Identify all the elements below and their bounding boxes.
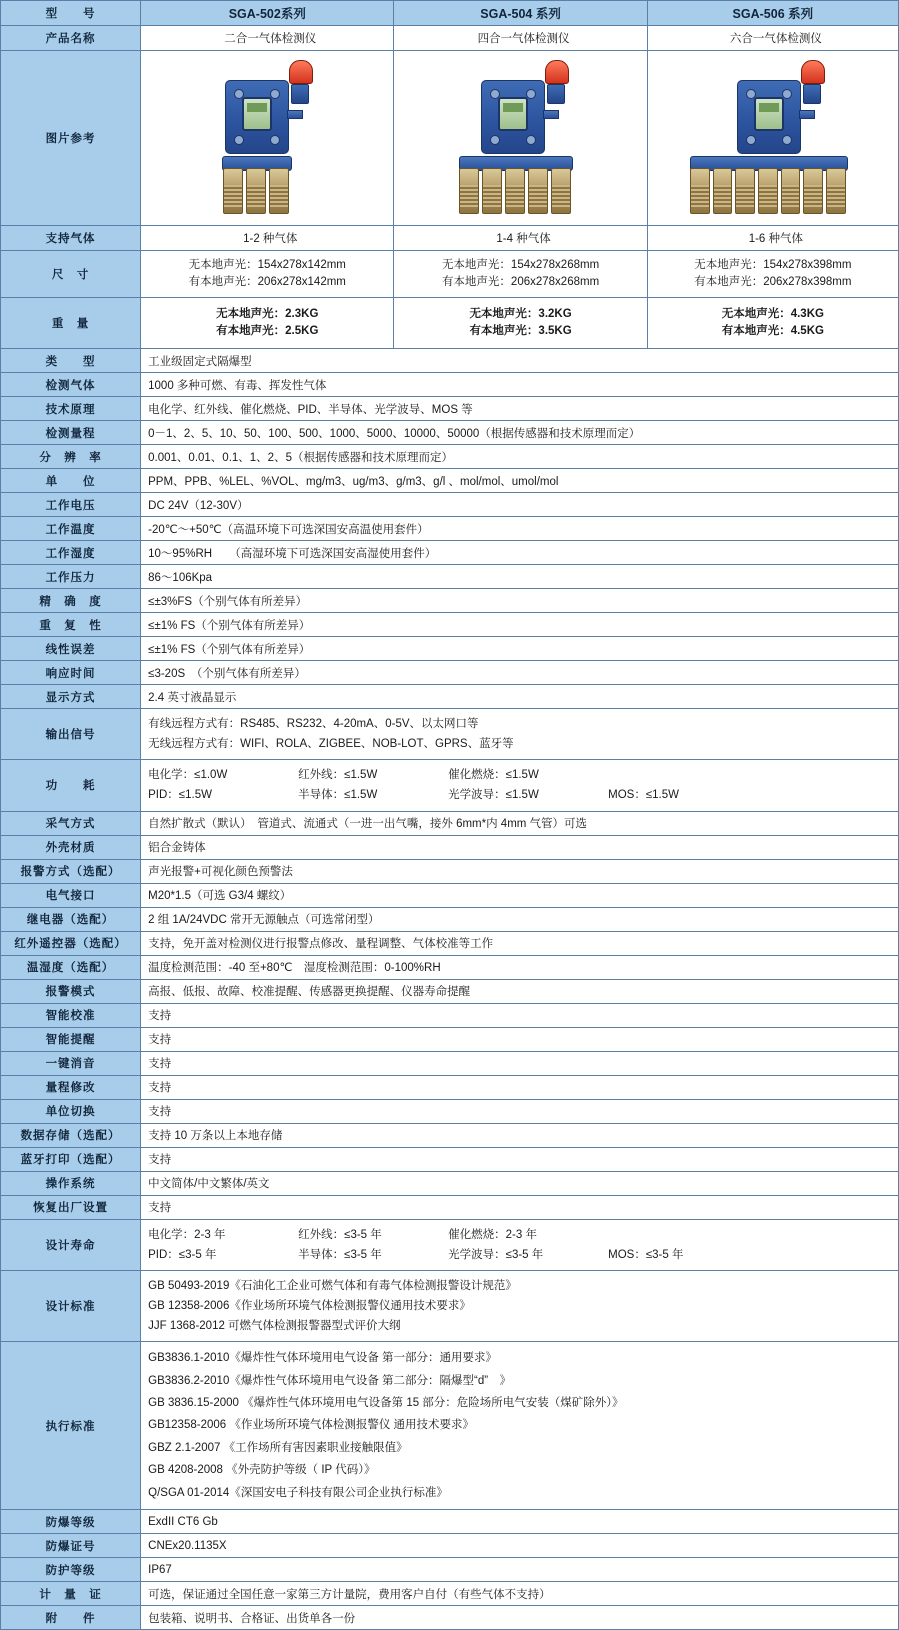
row-label-humidity: 工作湿度	[1, 541, 141, 565]
row-value-ip-rating: IP67	[141, 1558, 899, 1582]
row-value-design-life	[141, 1219, 899, 1270]
row-value-response-time: ≤3-20S （个别气体有所差异）	[141, 661, 899, 685]
alarm-lamp-icon	[289, 60, 311, 100]
row-value-voltage: DC 24V（12-30V）	[141, 493, 899, 517]
table-row-os	[1, 1171, 899, 1195]
weight-506-line2: 有本地声光：4.5KG	[721, 325, 824, 337]
weight-504-line1: 无本地声光：3.2KG	[469, 308, 572, 321]
row-value-linearity: ≤±1% FS（个别气体有所差异）	[141, 637, 899, 661]
table-row-voltage	[1, 493, 899, 517]
table-row-alarm-mode	[1, 979, 899, 1003]
design-standard-1: GB 50493-2019《石油化工企业可燃气体和有毒气体检测报警设计规范》	[148, 1279, 517, 1292]
row-label-shell-material: 外壳材质	[1, 835, 141, 859]
row-value-humidity: 10～95%RH （高湿环境下可选深国安高湿使用套件）	[141, 541, 899, 565]
table-row-temp-humidity-option	[1, 955, 899, 979]
row-value-alarm-mode: 高报、低报、故障、校准提醒、传感器更换提醒、仪器寿命提醒	[141, 979, 899, 1003]
power-line1	[148, 765, 891, 785]
power-infrared: 红外线：≤1.5W	[298, 769, 378, 782]
product-name-504: 四合一气体检测仪	[394, 26, 647, 51]
row-label-relay: 继电器（选配）	[1, 907, 141, 931]
table-row-linearity	[1, 637, 899, 661]
support-gas-504: 1-4 种气体	[394, 226, 647, 251]
output-signal-wired: 有线远程方式有：RS485、RS232、4-20mA、0-5V、以太网口等	[148, 718, 479, 730]
alarm-lamp-icon	[801, 60, 823, 100]
table-row-type	[1, 349, 899, 373]
design-standard-3: JJF 1368-2012 可燃气体检测报警器型式评价大纲	[148, 1320, 401, 1332]
table-row-support-gas	[1, 226, 899, 251]
table-row-bluetooth-print	[1, 1147, 899, 1171]
weight-506-line1: 无本地声光：4.3KG	[721, 308, 824, 321]
row-label-tech-principle: 技术原理	[1, 397, 141, 421]
row-value-one-key-mute: 支持	[141, 1051, 899, 1075]
row-label-model: 型 号	[1, 1, 141, 26]
row-label-smart-calibration: 智能校准	[1, 1003, 141, 1027]
support-gas-502: 1-2 种气体	[141, 226, 394, 251]
detector-graphic-4gas	[433, 58, 608, 216]
power-mos: MOS：≤1.5W	[608, 789, 679, 802]
power-semiconductor: 半导体：≤1.5W	[298, 789, 378, 802]
row-label-factory-reset: 恢复出厂设置	[1, 1195, 141, 1219]
size-506	[647, 251, 898, 298]
execute-standard-1: GB3836.1-2010《爆炸性气体环境用电气设备 第一部分：通用要求》	[148, 1352, 498, 1365]
size-506-line1: 无本地声光：154x278x398mm	[694, 259, 852, 272]
row-value-design-standard	[141, 1270, 899, 1341]
row-value-shell-material: 铝合金铸体	[141, 835, 899, 859]
sensor-probes	[222, 168, 290, 214]
table-row-design-standard	[1, 1270, 899, 1341]
life-electrochemical: 电化学：2-3 年	[148, 1228, 226, 1241]
row-label-response-time: 响应时间	[1, 661, 141, 685]
weight-504	[394, 298, 647, 349]
alarm-lamp-icon	[545, 60, 567, 100]
row-value-display: 2.4 英寸液晶显示	[141, 685, 899, 709]
table-row-image-reference	[1, 51, 899, 226]
row-label-weight: 重 量	[1, 298, 141, 349]
row-label-type: 类 型	[1, 349, 141, 373]
design-life-line1	[148, 1225, 891, 1245]
table-row-size	[1, 251, 899, 298]
row-value-factory-reset: 支持	[141, 1195, 899, 1219]
table-row-ip-rating	[1, 1558, 899, 1582]
row-label-voltage: 工作电压	[1, 493, 141, 517]
table-row-repeatability	[1, 613, 899, 637]
model-504: SGA-504 系列	[394, 1, 647, 26]
row-label-detect-gas: 检测气体	[1, 373, 141, 397]
row-label-sampling: 采气方式	[1, 811, 141, 835]
size-506-line2: 有本地声光：206x278x398mm	[694, 276, 852, 288]
row-label-ip-rating: 防护等级	[1, 1558, 141, 1582]
row-value-unit-switch: 支持	[141, 1099, 899, 1123]
size-504-line1: 无本地声光：154x278x268mm	[441, 259, 600, 272]
row-label-design-life: 设计寿命	[1, 1219, 141, 1270]
table-row-ir-remote	[1, 931, 899, 955]
device-image-506	[647, 51, 898, 226]
row-value-accessories: 包装箱、说明书、合格证、出货单各一份	[141, 1606, 899, 1630]
power-line2	[148, 785, 891, 805]
output-signal-wireless: 无线远程方式有：WIFI、ROLA、ZIGBEE、NOB-LOT、GPRS、蓝牙等	[148, 738, 514, 751]
table-row-smart-calibration	[1, 1003, 899, 1027]
row-label-design-standard: 设计标准	[1, 1270, 141, 1341]
row-value-relay: 2 组 1A/24VDC 常开无源触点（可选常闭型）	[141, 907, 899, 931]
row-label-metrology-cert: 计 量 证	[1, 1582, 141, 1606]
sensor-probes	[459, 168, 571, 214]
row-value-ir-remote: 支持，免开盖对检测仪进行报警点修改、量程调整、气体校准等工作	[141, 931, 899, 955]
row-value-range: 0－1、2、5、10、50、100、500、1000、5000、10000、50000（根据传感器和技术原理而定）	[141, 421, 899, 445]
table-row-pressure	[1, 565, 899, 589]
row-value-sampling: 自然扩散式（默认） 管道式、流通式（一进一出气嘴，接外 6mm*内 4mm 气管）可选	[141, 811, 899, 835]
power-electrochemical: 电化学：≤1.0W	[148, 769, 228, 782]
table-row-humidity	[1, 541, 899, 565]
model-502: SGA-502系列	[141, 1, 394, 26]
row-label-range: 检测量程	[1, 421, 141, 445]
power-pid: PID：≤1.5W	[148, 789, 212, 802]
row-value-data-storage: 支持 10 万条以上本地存储	[141, 1123, 899, 1147]
weight-504-line2: 有本地声光：3.5KG	[469, 325, 572, 337]
row-label-os: 操作系统	[1, 1171, 141, 1195]
device-image-502	[141, 51, 394, 226]
table-row-metrology-cert	[1, 1582, 899, 1606]
row-label-execute-standard: 执行标准	[1, 1342, 141, 1510]
row-value-os: 中文简体/中文繁体/英文	[141, 1171, 899, 1195]
table-row-output-signal	[1, 709, 899, 760]
design-standard-2: GB 12358-2006《作业场所环境气体检测报警仪通用技术要求》	[148, 1299, 471, 1312]
execute-standard-7: Q/SGA 01-2014《深国安电子科技有限公司企业执行标准》	[148, 1486, 448, 1499]
execute-standard-3: GB 3836.15-2000 《爆炸性气体环境用电气设备第 15 部分：危险场所电气安装（煤矿除外）》	[148, 1396, 624, 1409]
row-label-temp-humidity-option: 温湿度（选配）	[1, 955, 141, 979]
row-label-linearity: 线性误差	[1, 637, 141, 661]
table-row-electrical-interface	[1, 883, 899, 907]
size-504	[394, 251, 647, 298]
row-value-detect-gas: 1000 多种可燃、有毒、挥发性气体	[141, 373, 899, 397]
row-label-data-storage: 数据存储（选配）	[1, 1123, 141, 1147]
life-mos: MOS：≤3-5 年	[608, 1248, 684, 1261]
table-row-response-time	[1, 661, 899, 685]
row-label-power: 功 耗	[1, 760, 141, 811]
execute-standard-4: GB12358-2006 《作业场所环境气体检测报警仪 通用技术要求》	[148, 1419, 475, 1432]
table-row-model	[1, 1, 899, 26]
life-pid: PID：≤3-5 年	[148, 1248, 217, 1261]
weight-502	[141, 298, 394, 349]
table-row-range	[1, 421, 899, 445]
row-label-one-key-mute: 一键消音	[1, 1051, 141, 1075]
row-label-ir-remote: 红外遥控器（选配）	[1, 931, 141, 955]
table-row-unit-switch	[1, 1099, 899, 1123]
detector-graphic-6gas	[668, 58, 878, 216]
row-value-repeatability: ≤±1% FS（个别气体有所差异）	[141, 613, 899, 637]
row-value-accuracy: ≤±3%FS（个别气体有所差异）	[141, 589, 899, 613]
row-value-smart-calibration: 支持	[141, 1003, 899, 1027]
table-row-display	[1, 685, 899, 709]
life-catalytic: 催化燃烧：2-3 年	[448, 1228, 537, 1241]
row-value-output-signal	[141, 709, 899, 760]
table-row-ex-rating	[1, 1510, 899, 1534]
row-label-accuracy: 精 确 度	[1, 589, 141, 613]
life-infrared: 红外线：≤3-5 年	[298, 1228, 382, 1241]
table-row-smart-reminder	[1, 1027, 899, 1051]
row-value-electrical-interface: M20*1.5（可选 G3/4 螺纹）	[141, 883, 899, 907]
row-value-temp-humidity-option: 温度检测范围：-40 至+80℃ 湿度检测范围：0-100%RH	[141, 955, 899, 979]
row-label-electrical-interface: 电气接口	[1, 883, 141, 907]
row-value-smart-reminder: 支持	[141, 1027, 899, 1051]
table-row-range-modify	[1, 1075, 899, 1099]
row-value-range-modify: 支持	[141, 1075, 899, 1099]
enclosure	[481, 80, 545, 154]
size-502-line1: 无本地声光：154x278x142mm	[188, 259, 346, 272]
table-row-weight	[1, 298, 899, 349]
table-row-ex-cert	[1, 1534, 899, 1558]
row-label-output-signal: 输出信号	[1, 709, 141, 760]
row-label-unit-switch: 单位切换	[1, 1099, 141, 1123]
table-row-shell-material	[1, 835, 899, 859]
product-name-506: 六合一气体检测仪	[647, 26, 898, 51]
row-value-resolution: 0.001、0.01、0.1、1、2、5（根据传感器和技术原理而定）	[141, 445, 899, 469]
table-row-product-name	[1, 26, 899, 51]
table-row-design-life	[1, 1219, 899, 1270]
size-502-line2: 有本地声光：206x278x142mm	[188, 276, 346, 288]
row-value-ex-rating: ExdII CT6 Gb	[141, 1510, 899, 1534]
weight-502-line2: 有本地声光：2.5KG	[216, 325, 319, 337]
enclosure	[737, 80, 801, 154]
row-label-alarm-mode: 报警模式	[1, 979, 141, 1003]
life-optical: 光学波导：≤3-5 年	[448, 1248, 544, 1261]
support-gas-506: 1-6 种气体	[647, 226, 898, 251]
table-row-power	[1, 760, 899, 811]
row-label-accessories: 附 件	[1, 1606, 141, 1630]
row-label-support-gas: 支持气体	[1, 226, 141, 251]
table-row-accuracy	[1, 589, 899, 613]
row-label-alarm-type: 报警方式（选配）	[1, 859, 141, 883]
row-label-temperature: 工作温度	[1, 517, 141, 541]
row-label-ex-cert: 防爆证号	[1, 1534, 141, 1558]
table-row-unit	[1, 469, 899, 493]
table-row-factory-reset	[1, 1195, 899, 1219]
life-semiconductor: 半导体：≤3-5 年	[298, 1248, 382, 1261]
table-row-resolution	[1, 445, 899, 469]
sensor-probes	[690, 168, 846, 214]
row-label-unit: 单 位	[1, 469, 141, 493]
size-504-line2: 有本地声光：206x278x268mm	[441, 276, 600, 288]
detector-graphic-2gas	[192, 58, 342, 216]
device-image-504	[394, 51, 647, 226]
execute-standard-2: GB3836.2-2010《爆炸性气体环境用电气设备 第二部分：隔爆型“d” 》	[148, 1374, 512, 1387]
row-value-type: 工业级固定式隔爆型	[141, 349, 899, 373]
weight-502-line1: 无本地声光：2.3KG	[216, 308, 319, 321]
row-label-resolution: 分 辨 率	[1, 445, 141, 469]
weight-506	[647, 298, 898, 349]
table-row-relay	[1, 907, 899, 931]
table-row-sampling	[1, 811, 899, 835]
design-life-line2	[148, 1245, 891, 1265]
row-label-size: 尺 寸	[1, 251, 141, 298]
execute-standard-6: GB 4208-2008 《外壳防护等级（ IP 代码）》	[148, 1464, 376, 1477]
power-catalytic: 催化燃烧：≤1.5W	[448, 769, 539, 782]
row-label-ex-rating: 防爆等级	[1, 1510, 141, 1534]
enclosure	[225, 80, 289, 154]
row-label-smart-reminder: 智能提醒	[1, 1027, 141, 1051]
row-label-bluetooth-print: 蓝牙打印（选配）	[1, 1147, 141, 1171]
row-value-execute-standard	[141, 1342, 899, 1510]
power-optical: 光学波导：≤1.5W	[448, 789, 539, 802]
row-value-power	[141, 760, 899, 811]
table-row-tech-principle	[1, 397, 899, 421]
table-row-detect-gas	[1, 373, 899, 397]
row-label-display: 显示方式	[1, 685, 141, 709]
table-row-temperature	[1, 517, 899, 541]
product-name-502: 二合一气体检测仪	[141, 26, 394, 51]
table-row-execute-standard	[1, 1342, 899, 1510]
row-value-temperature: -20℃～+50℃（高温环境下可选深国安高温使用套件）	[141, 517, 899, 541]
table-row-accessories	[1, 1606, 899, 1630]
row-value-unit: PPM、PPB、%LEL、%VOL、mg/m3、ug/m3、g/m3、g/l 、mol/mol、umol/mol	[141, 469, 899, 493]
table-row-alarm-type	[1, 859, 899, 883]
row-label-image-reference: 图片参考	[1, 51, 141, 226]
row-value-metrology-cert: 可选，保证通过全国任意一家第三方计量院，费用客户自付（有些气体不支持）	[141, 1582, 899, 1606]
row-label-range-modify: 量程修改	[1, 1075, 141, 1099]
row-label-pressure: 工作压力	[1, 565, 141, 589]
execute-standard-5: GBZ 2.1-2007 《工作场所有害因素职业接触限值》	[148, 1441, 408, 1454]
row-label-product-name: 产品名称	[1, 26, 141, 51]
row-value-alarm-type: 声光报警+可视化颜色预警法	[141, 859, 899, 883]
table-row-data-storage	[1, 1123, 899, 1147]
row-value-tech-principle: 电化学、红外线、催化燃烧、PID、半导体、光学波导、MOS 等	[141, 397, 899, 421]
row-label-repeatability: 重 复 性	[1, 613, 141, 637]
row-value-ex-cert: CNEx20.1135X	[141, 1534, 899, 1558]
size-502	[141, 251, 394, 298]
table-row-one-key-mute	[1, 1051, 899, 1075]
row-value-bluetooth-print: 支持	[141, 1147, 899, 1171]
row-value-pressure: 86～106Kpa	[141, 565, 899, 589]
model-506: SGA-506 系列	[647, 1, 898, 26]
